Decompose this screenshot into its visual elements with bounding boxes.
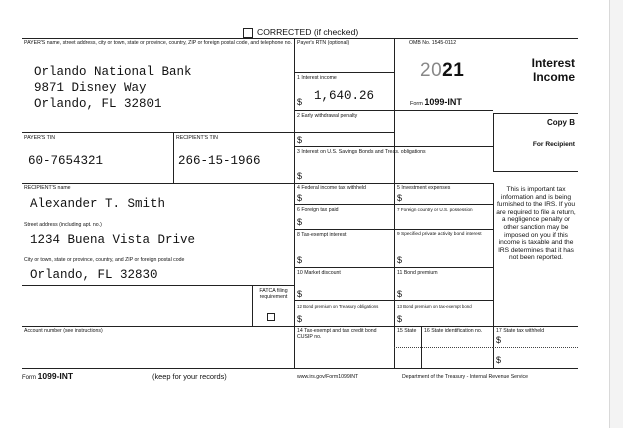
tin-row-bottom [22,183,294,184]
form-id-header [410,97,462,107]
recipient-city: Orlando, FL 32830 [30,268,158,282]
form-title-line2: Income [532,70,575,84]
form-word: Form [410,101,423,107]
box17-dollar-2: $ [496,355,502,365]
page-shadow [610,0,623,428]
recipient-tin: 266-15-1966 [178,154,261,168]
payer-tin: 60-7654321 [28,154,104,168]
right-column-divider [493,183,494,368]
footer-form-number: 1099-INT [37,371,74,381]
payer-box-bottom [22,132,294,133]
box15-label: 15 State [397,328,417,334]
box2-bottom [294,132,394,133]
box13-label: 13 Bond premium on tax-exempt bond [397,304,472,309]
fatca-label: FATCA filing requirement [259,288,288,300]
form-bottom-border [22,368,578,369]
page-edge [609,0,610,428]
recipient-street: 1234 Buena Vista Drive [30,233,196,247]
rtn-label: Payer's RTN (optional) [297,40,350,46]
fatca-row-bottom [22,326,294,327]
box13-dollar: $ [397,314,403,324]
box9-dollar: $ [397,255,403,265]
fatca-checkbox[interactable] [267,313,275,321]
payer-street: 9871 Disney Way [34,81,147,95]
tax-year-suffix: 21 [442,60,465,81]
recipient-box-bottom [22,285,294,286]
payer-tin-label: PAYER'S TIN [24,135,55,141]
corrected-label: CORRECTED (if checked) [257,27,359,37]
footer-department: Department of the Treasury - Internal Revenue Service [402,374,529,380]
box9-label: 9 Specified private activity bond interest [397,232,482,237]
copy-label: Copy B [547,118,575,127]
box7-label: 7 Foreign country or U.S. possession [397,207,473,212]
recipient-name: Alexander T. Smith [30,197,166,211]
payer-label: PAYER'S name, street address, city or town, state or province, country, ZIP or foreign postal code, and telephone no. [24,40,292,46]
rtn-bottom [294,72,394,73]
box17-label: 17 State tax withheld [496,328,545,334]
footer-form-word: Form [22,375,36,381]
form-title-line1: Interest [531,56,575,70]
form-top-border [22,38,578,39]
box3-label: 3 Interest on U.S. Savings Bonds and Treas. obligations [297,149,426,155]
box1-value: 1,640.26 [314,89,375,103]
state-dotted-2 [493,347,578,348]
footer-form-id [22,371,73,381]
tax-year-prefix: 20 [420,60,443,81]
box4-dollar: $ [297,193,303,203]
tax-year [420,60,464,82]
box11-dollar: $ [397,289,403,299]
box1-dollar: $ [297,97,303,107]
box2-label: 2 Early withdrawal penalty [297,113,358,119]
account-label: Account number (see instructions) [24,328,103,334]
form-number: 1099-INT [424,97,462,107]
box3-dollar: $ [297,171,303,181]
box16-label: 16 State identification no. [424,328,483,334]
box1-label: 1 Interest income [297,75,337,81]
left-column-divider [294,38,295,368]
box6-label: 6 Foreign tax paid [297,207,339,213]
box12-label: 12 Bond premium on Treasury obligations [297,304,379,309]
payer-name: Orlando National Bank [34,65,192,79]
title-bottom [493,113,578,114]
omb-label: OMB No. 1545-0112 [409,40,457,46]
state-dotted-1 [394,347,493,348]
box2-dollar: $ [297,135,303,145]
box5-label: 5 Investment expenses [397,185,451,191]
recipient-name-label: RECIPIENT'S name [24,185,71,191]
box17-top [493,326,578,327]
copy-column-divider [493,113,494,171]
footer-keep-text: (keep for your records) [152,372,227,381]
box10-label: 10 Market discount [297,270,341,276]
form-title [500,56,575,84]
box12-dollar: $ [297,314,303,324]
tin-divider [173,132,174,183]
corrected-checkbox[interactable] [243,28,253,38]
box1-bottom [294,110,493,111]
important-notice: This is important tax information and is being furnished to the IRS. If you are required to file a return, a negligence penalty or other sanction may be imposed on you if this income is taxable and the IRS determines that it has not been reported. [496,186,576,262]
payer-city: Orlando, FL 32801 [34,97,162,111]
mid-row-divider [394,183,395,368]
copy-bottom [493,171,578,172]
box6-dollar: $ [297,217,303,227]
box14-label: 14 Tax-exempt and tax credit bond CUSIP no. [297,328,377,340]
box10-dollar: $ [297,289,303,299]
recipient-street-label: Street address (including apt. no.) [24,222,102,228]
box8-dollar: $ [297,255,303,265]
footer-url: www.irs.gov/Form1099INT [297,374,359,380]
box17-dollar-1: $ [496,335,502,345]
box4-label: 4 Federal income tax withheld [297,185,366,191]
recipient-copy-label: For Recipient [532,141,575,148]
recipient-city-label: City or town, state or province, country, and ZIP or foreign postal code [24,257,185,263]
recipient-tin-label: RECIPIENT'S TIN [176,135,218,141]
box5-dollar: $ [397,193,403,203]
box11-label: 11 Bond premium [397,270,438,276]
box8-label: 8 Tax-exempt interest [297,232,347,238]
box3-top [294,146,493,147]
